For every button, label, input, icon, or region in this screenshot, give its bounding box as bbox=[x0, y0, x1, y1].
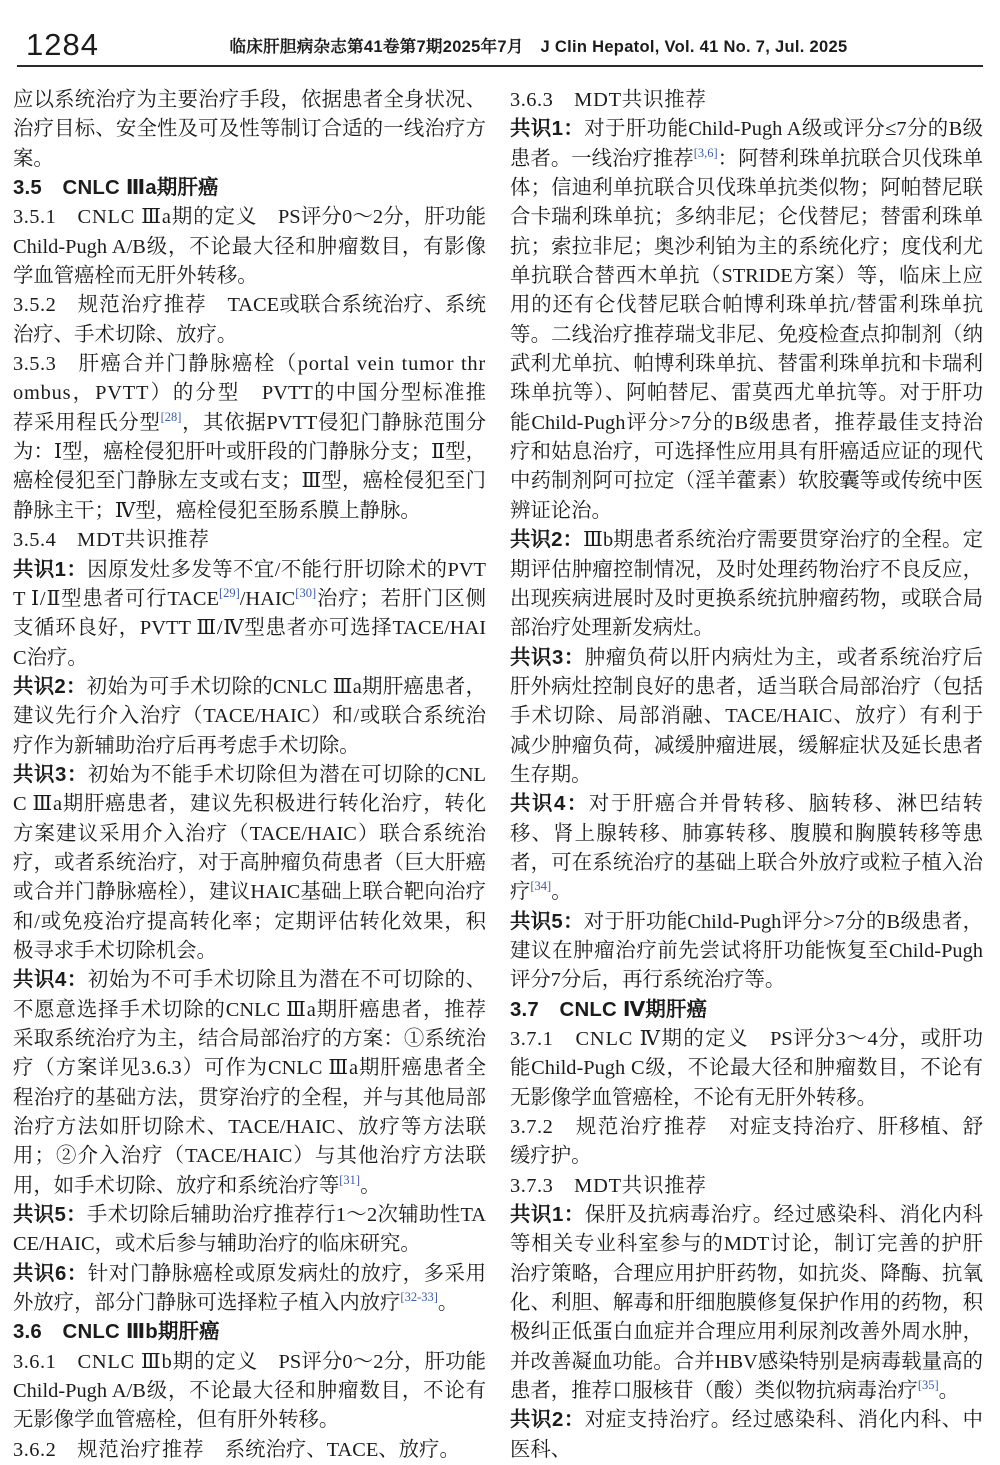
article-body bbox=[0, 67, 1000, 1465]
text-segment: PS评分0～2分，肝功能Child-Pugh A/B级，不论最大径和肿瘤数目，有影像学血管癌栓而无肝外转移。 bbox=[13, 206, 486, 288]
text-segment: 初始为不能手术切除但为潜在可切除的CNLC Ⅲa期肝癌患者，建议先积极进行转化治疗，转化方案建议采用介入治疗（TACE/HAIC）联合系统治疗，或者系统治疗，对于高肿瘤负荷患者（巨大肝癌或合并门静脉癌栓），建议HAIC基础上联合靶向治疗和/或免疫治疗提高转化率；定期评估转化效果，积极寻求手术切除机会。 bbox=[13, 763, 486, 962]
paragraph bbox=[13, 1201, 486, 1260]
text-segment: 对于肝功能Child-Pugh A级或评分≤7分的B级患者。一线治疗推荐 bbox=[510, 118, 983, 170]
citation-ref[interactable]: [31] bbox=[339, 1172, 361, 1187]
text-segment: PS评分3～4分，或肝功能Child-Pugh C级，不论最大径和肿瘤数目，不论有无影像学血管癌栓，不论有无肝外转移。 bbox=[510, 1028, 984, 1109]
text-segment: 3.5 CNLC Ⅲa期肝癌 bbox=[13, 177, 219, 200]
paragraph bbox=[13, 203, 486, 291]
section-heading bbox=[13, 1318, 486, 1347]
citation-ref[interactable]: [3,6] bbox=[693, 145, 718, 160]
text-segment: 。 bbox=[360, 1174, 381, 1197]
text-segment: 规范治疗推荐 bbox=[575, 1116, 708, 1139]
text-segment: 初始为不可手术切除且为潜在不可切除的、不愿意选择手术切除的CNLC Ⅲa期肝癌患者，推荐采取系统治疗为主，结合局部治疗的方案：①系统治疗（方案详见3.6.3）可作为CNLC Ⅲa期肝癌患者全程治疗的基础方法，贯穿治疗的全程，并与其他局部治疗方法如肝切除术、TACE/HAIC、放疗等方法联用；②介入治疗（TACE/HAIC）与其他治疗方法联用，如手术切除、放疗和系统治疗等 bbox=[13, 969, 486, 1197]
paragraph bbox=[13, 966, 486, 1201]
section-heading bbox=[510, 996, 983, 1025]
text-segment: TACE或联合系统治疗、系统治疗、手术切除、放疗。 bbox=[13, 294, 486, 346]
left-column bbox=[13, 86, 486, 1465]
text-segment: 共识5： bbox=[13, 1204, 87, 1227]
text-segment: 3.6.3 bbox=[510, 89, 575, 111]
paragraph bbox=[13, 761, 486, 966]
text-segment: 肝癌合并门静脉癌栓（portal vein tumor thrombus，PVTT）的分型 bbox=[13, 353, 487, 405]
text-segment: 共识6： bbox=[13, 1262, 88, 1285]
citation-ref[interactable]: [30] bbox=[295, 586, 317, 601]
text-segment: MDT共识推荐 bbox=[574, 89, 707, 111]
citation-ref[interactable]: [35] bbox=[917, 1378, 939, 1393]
paragraph bbox=[13, 350, 486, 526]
text-segment: Ⅲb期患者系统治疗需要贯穿治疗的全程。定期评估肿瘤控制情况，及时处理药物治疗不良反应，出现疾病进展时及时更换系统抗肿瘤药物，或联合局部治疗处理新发病灶。 bbox=[510, 529, 983, 640]
paragraph bbox=[510, 1113, 983, 1172]
paragraph bbox=[13, 1436, 486, 1465]
paragraph bbox=[13, 1348, 486, 1436]
paragraph bbox=[13, 86, 486, 174]
text-segment: 肿瘤负荷以肝内病灶为主，或者系统治疗后肝外病灶控制良好的患者，适当联合局部治疗（包括手术切除、局部消融、TACE/HAIC、放疗）有利于减少肿瘤负荷，减缓肿瘤进展，缓解症状及延长患者生存期。 bbox=[510, 646, 983, 786]
text-segment: 共识4： bbox=[510, 793, 589, 816]
text-segment: 共识1： bbox=[13, 558, 88, 581]
text-segment: 3.7.3 bbox=[510, 1174, 575, 1197]
text-segment: 保肝及抗病毒治疗。经过感染科、消化内科等相关专业科室参与的MDT讨论，制订完善的护肝治疗策略，合理应用护肝药物，如抗炎、降酶、抗氧化、利胆、解毒和肝细胞膜修复保护作用的药物，积极纠正低蛋白血症并合理应用利尿剂改善外周水肿，并改善凝血功能。合并HBV感染特别是病毒载量高的患者，推荐口服核苷（酸）类似物抗病毒治疗 bbox=[510, 1204, 983, 1403]
right-column bbox=[510, 86, 983, 1465]
citation-ref[interactable]: [28] bbox=[160, 409, 182, 424]
text-segment: CNLC Ⅳ期的定义 bbox=[575, 1028, 749, 1050]
text-segment: 共识5： bbox=[510, 910, 584, 933]
text-segment: 3.6.1 bbox=[13, 1350, 78, 1373]
text-segment: 。 bbox=[938, 1380, 960, 1403]
paragraph bbox=[13, 673, 486, 761]
text-segment: 3.7.2 bbox=[510, 1116, 576, 1139]
text-segment: 共识2： bbox=[510, 1409, 585, 1432]
text-segment: /HAIC bbox=[239, 587, 296, 610]
text-segment: ：阿替利珠单抗联合贝伐珠单体；信迪利单抗联合贝伐珠单抗类似物；阿帕替尼联合卡瑞利珠单抗；多纳非尼；仑伐替尼；替雷利珠单抗；索拉非尼；奥沙利铂为主的系统化疗；度伐利尤单抗联合替西木单抗（STRIDE方案）等，临床上应用的还有仑伐替尼联合帕博利珠单抗/替雷利珠单抗等。二线治疗推荐瑞戈非尼、免疫检查点抑制剂（纳武利尤单抗、帕博利珠单抗、替雷利珠单抗和卡瑞利珠单抗等）、阿帕替尼、雷莫西尤单抗等。对于肝功能Child-Pugh评分>7分的B级患者，推荐最佳支持治疗和姑息治疗，可选择性应用具有肝癌适应证的现代中药制剂阿可拉定（淫羊藿素）软胶囊等或传统中医辨证论治。 bbox=[510, 147, 984, 522]
paragraph bbox=[510, 526, 983, 643]
paragraph bbox=[510, 1406, 983, 1465]
text-segment: 3.6 CNLC Ⅲb期肝癌 bbox=[13, 1321, 220, 1344]
paragraph bbox=[13, 1260, 486, 1319]
text-segment: 3.7 CNLC Ⅳ期肝癌 bbox=[510, 998, 708, 1021]
text-segment: 应以系统治疗为主要治疗手段，依据患者全身状况、治疗目标、安全性及可及性等制订合适的一线治疗方案。 bbox=[13, 89, 486, 170]
paragraph bbox=[510, 1172, 983, 1201]
text-segment: 3.5.1 bbox=[13, 206, 78, 229]
paragraph bbox=[510, 115, 983, 526]
paragraph bbox=[13, 526, 486, 555]
text-segment: 共识2： bbox=[510, 529, 584, 552]
text-segment: 。 bbox=[437, 1292, 459, 1315]
text-segment: ，其依据PVTT侵犯门静脉范围分为：Ⅰ型，癌栓侵犯肝叶或肝段的门静脉分支；Ⅱ型，癌栓侵犯至门静脉左支或右支；Ⅲ型，癌栓侵犯至门静脉主干；Ⅳ型，癌栓侵犯至肠系膜上静脉。 bbox=[13, 411, 487, 522]
text-segment: 手术切除后辅助治疗推荐行1～2次辅助性TACE/HAIC，或术后参与辅助治疗的临床研究。 bbox=[13, 1204, 486, 1256]
text-segment: 治疗；若肝门区侧支循环良好，PVTT Ⅲ/Ⅳ型患者亦可选择TACE/HAIC治疗。 bbox=[13, 587, 486, 669]
text-segment: PS评分0～2分，肝功能Child-Pugh A/B级，不论最大径和肿瘤数目，不论有无影像学血管癌栓，但有肝外转移。 bbox=[13, 1350, 487, 1432]
paragraph bbox=[510, 1201, 983, 1406]
text-segment: 对于肝癌合并骨转移、脑转移、淋巴结转移、肾上腺转移、肺寡转移、腹膜和胸膜转移等患者，可在系统治疗的基础上联合外放疗或粒子植入治疗 bbox=[510, 793, 984, 904]
paragraph bbox=[13, 556, 486, 673]
paragraph bbox=[510, 790, 983, 907]
text-segment: 共识1： bbox=[510, 1204, 585, 1227]
text-segment: 共识3： bbox=[13, 763, 88, 786]
text-segment: 共识4： bbox=[13, 969, 88, 992]
text-segment: 3.7.1 bbox=[510, 1028, 576, 1050]
text-segment: CNLC Ⅲb期的定义 bbox=[77, 1350, 259, 1373]
text-segment: 初始为可手术切除的CNLC Ⅲa期肝癌患者，建议先行介入治疗（TACE/HAIC）和/或联合系统治疗作为新辅助治疗后再考虑手术切除。 bbox=[13, 675, 486, 757]
text-segment: 共识1： bbox=[510, 118, 585, 141]
paragraph bbox=[510, 86, 983, 115]
text-segment: CNLC Ⅲa期的定义 bbox=[77, 206, 258, 229]
text-segment: 针对门静脉癌栓或原发病灶的放疗，多采用外放疗，部分门静脉可选择粒子植入内放疗 bbox=[13, 1262, 486, 1315]
text-segment: 规范治疗推荐 bbox=[77, 1438, 205, 1461]
section-heading bbox=[13, 174, 486, 203]
text-segment: 对于肝功能Child-Pugh评分>7分的B级患者，建议在肿瘤治疗前先尝试将肝功能恢复至Child-Pugh评分7分后，再行系统治疗等。 bbox=[510, 910, 983, 992]
text-segment: 3.5.2 bbox=[13, 294, 78, 317]
text-segment: 对症支持治疗。经过感染科、消化内科、中医科、 bbox=[510, 1409, 983, 1461]
text-segment: 3.6.2 bbox=[13, 1438, 78, 1461]
citation-ref[interactable]: [29] bbox=[218, 586, 240, 601]
text-segment: 因原发灶多发等不宜/不能行肝切除术的PVTT Ⅰ/Ⅱ型患者可行TACE bbox=[13, 558, 487, 610]
text-segment: MDT共识推荐 bbox=[574, 1174, 707, 1197]
text-segment: 3.5.3 bbox=[13, 353, 79, 376]
text-segment: MDT共识推荐 bbox=[77, 529, 210, 552]
paragraph bbox=[510, 644, 983, 791]
text-segment: 系统治疗、TACE、放疗。 bbox=[204, 1438, 460, 1461]
page-number: 1284 bbox=[26, 27, 99, 62]
text-segment: PVTT的中国分型标准推荐采用程氏分型 bbox=[13, 382, 486, 434]
page-header bbox=[0, 0, 1000, 60]
text-segment: 共识3： bbox=[510, 646, 585, 669]
citation-ref[interactable]: [32-33] bbox=[400, 1290, 438, 1305]
text-segment: 。 bbox=[551, 881, 572, 904]
paragraph bbox=[13, 291, 486, 350]
text-segment: 规范治疗推荐 bbox=[77, 294, 207, 317]
citation-ref[interactable]: [34] bbox=[530, 879, 552, 894]
text-segment: 对症支持治疗、肝移植、舒缓疗护。 bbox=[510, 1116, 984, 1168]
text-segment: 3.5.4 bbox=[13, 529, 78, 552]
journal-title-line: 临床肝胆病杂志第41卷第7期2025年7月 J Clin Hepatol, Vol. 41 No. 7, Jul. 2025 bbox=[229, 38, 848, 56]
paragraph bbox=[510, 1025, 983, 1113]
text-segment: 共识2： bbox=[13, 675, 87, 698]
paragraph bbox=[510, 908, 983, 996]
